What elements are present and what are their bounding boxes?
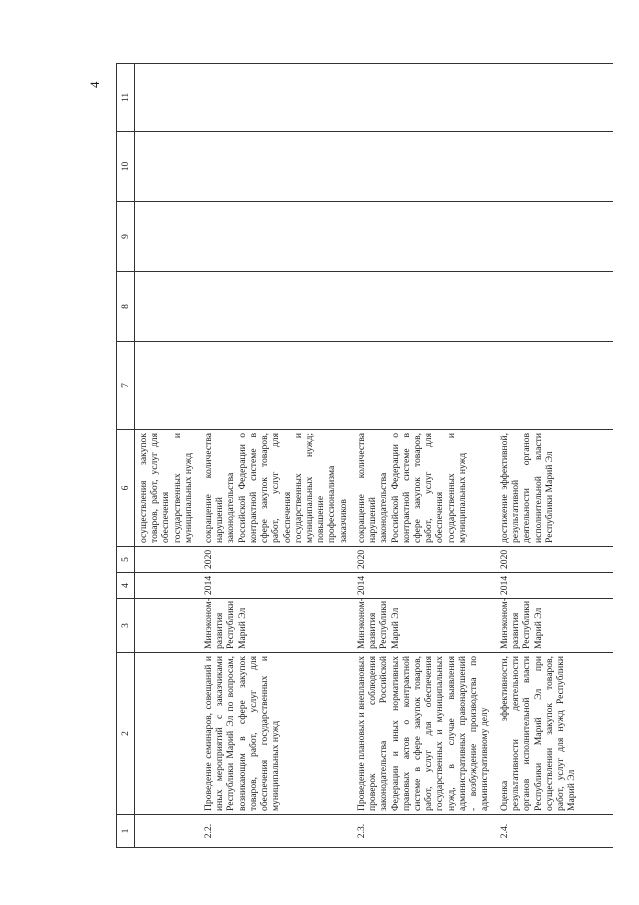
empty-cell: [496, 342, 613, 430]
table-row: [496, 64, 613, 848]
empty-cell: [496, 64, 613, 132]
header-cell: 5: [117, 547, 135, 573]
empty-cell: [200, 202, 353, 272]
empty-cell: [200, 272, 353, 342]
event-cell: [135, 653, 201, 815]
start-year: 2014: [496, 573, 613, 599]
start-year: [135, 573, 201, 599]
empty-cell: [135, 132, 201, 202]
header-cell: 9: [117, 202, 135, 272]
empty-cell: [353, 64, 496, 132]
header-cell: 3: [117, 599, 135, 653]
result-cell: сокращение количества нарушений законодательства Российской Федерации о контрактной системе в сфере закупок товаров, работ, услуг для обеспечения государственных и муниципальных нужд; повышение профессионализма заказчиков: [200, 430, 353, 547]
empty-cell: [496, 272, 613, 342]
page-number: 4: [87, 81, 102, 88]
result-cell: достижение эффективной, результативной деятельности органов исполнительной власти Республики Марий Эл: [496, 430, 613, 547]
table-row: [135, 64, 201, 848]
header-cell: 8: [117, 272, 135, 342]
header-cell: 1: [117, 815, 135, 848]
empty-cell: [135, 272, 201, 342]
start-year: 2014: [353, 573, 496, 599]
plan-table: [116, 63, 613, 848]
empty-cell: [353, 202, 496, 272]
item-number: [135, 815, 201, 848]
empty-cell: [135, 64, 201, 132]
item-number: 2.3.: [353, 815, 496, 848]
table-row: [353, 64, 496, 848]
event-cell: Проведение плановых и внеплановых проверок соблюдения законодательства Российской Федерации и иных нормативных правовых актов о контрактной системе в сфере закупок товаров, работ, услуг для обеспечения государственных и муниципальных нужд, в случае выявления административных правонарушений - возбуждение производства по административному делу: [353, 653, 496, 815]
header-cell: 4: [117, 573, 135, 599]
end-year: 2020: [496, 547, 613, 573]
header-cell: 7: [117, 342, 135, 430]
empty-cell: [353, 272, 496, 342]
table-row: [200, 64, 353, 848]
result-cell: осуществления закупок товаров, работ, услуг для обеспечения государственных и муниципальных нужд: [135, 430, 201, 547]
empty-cell: [496, 132, 613, 202]
executor-cell: [135, 599, 201, 653]
empty-cell: [135, 342, 201, 430]
end-year: 2020: [200, 547, 353, 573]
executor-cell: Минэконом-развития Республики Марий Эл: [200, 599, 353, 653]
empty-cell: [135, 202, 201, 272]
header-cell: 6: [117, 430, 135, 547]
empty-cell: [200, 132, 353, 202]
event-cell: Оценка эффективности, результативности деятельности органов исполнительной власти Республики Марий Эл при осуществлении закупок товаров, работ, услуг для нужд Республики Марий Эл: [496, 653, 613, 815]
empty-cell: [200, 64, 353, 132]
start-year: 2014: [200, 573, 353, 599]
header-row: [117, 64, 135, 848]
rotated-table-sheet: [116, 64, 599, 848]
end-year: [135, 547, 201, 573]
item-number: 2.2.: [200, 815, 353, 848]
executor-cell: Минэконом-развития Республики Марий Эл: [353, 599, 496, 653]
item-number: 2.4.: [496, 815, 613, 848]
result-cell: сокращение количества нарушений законодательства Российской Федерации о контрактной системе в сфере закупок товаров, работ, услуг для обеспечения государственных и муниципальных нужд: [353, 430, 496, 547]
header-cell: 10: [117, 132, 135, 202]
empty-cell: [353, 342, 496, 430]
header-cell: 11: [117, 64, 135, 132]
header-cell: 2: [117, 653, 135, 815]
empty-cell: [200, 342, 353, 430]
event-cell: Проведение семинаров, совещаний и иных мероприятий с заказчиками Республики Марий Эл по вопросам, возникающим в сфере закупок товаров, работ, услуг для обеспечения государственных и муниципальных нужд: [200, 653, 353, 815]
end-year: 2020: [353, 547, 496, 573]
executor-cell: Минэконом-развития Республики Марий Эл: [496, 599, 613, 653]
empty-cell: [353, 132, 496, 202]
empty-cell: [496, 202, 613, 272]
